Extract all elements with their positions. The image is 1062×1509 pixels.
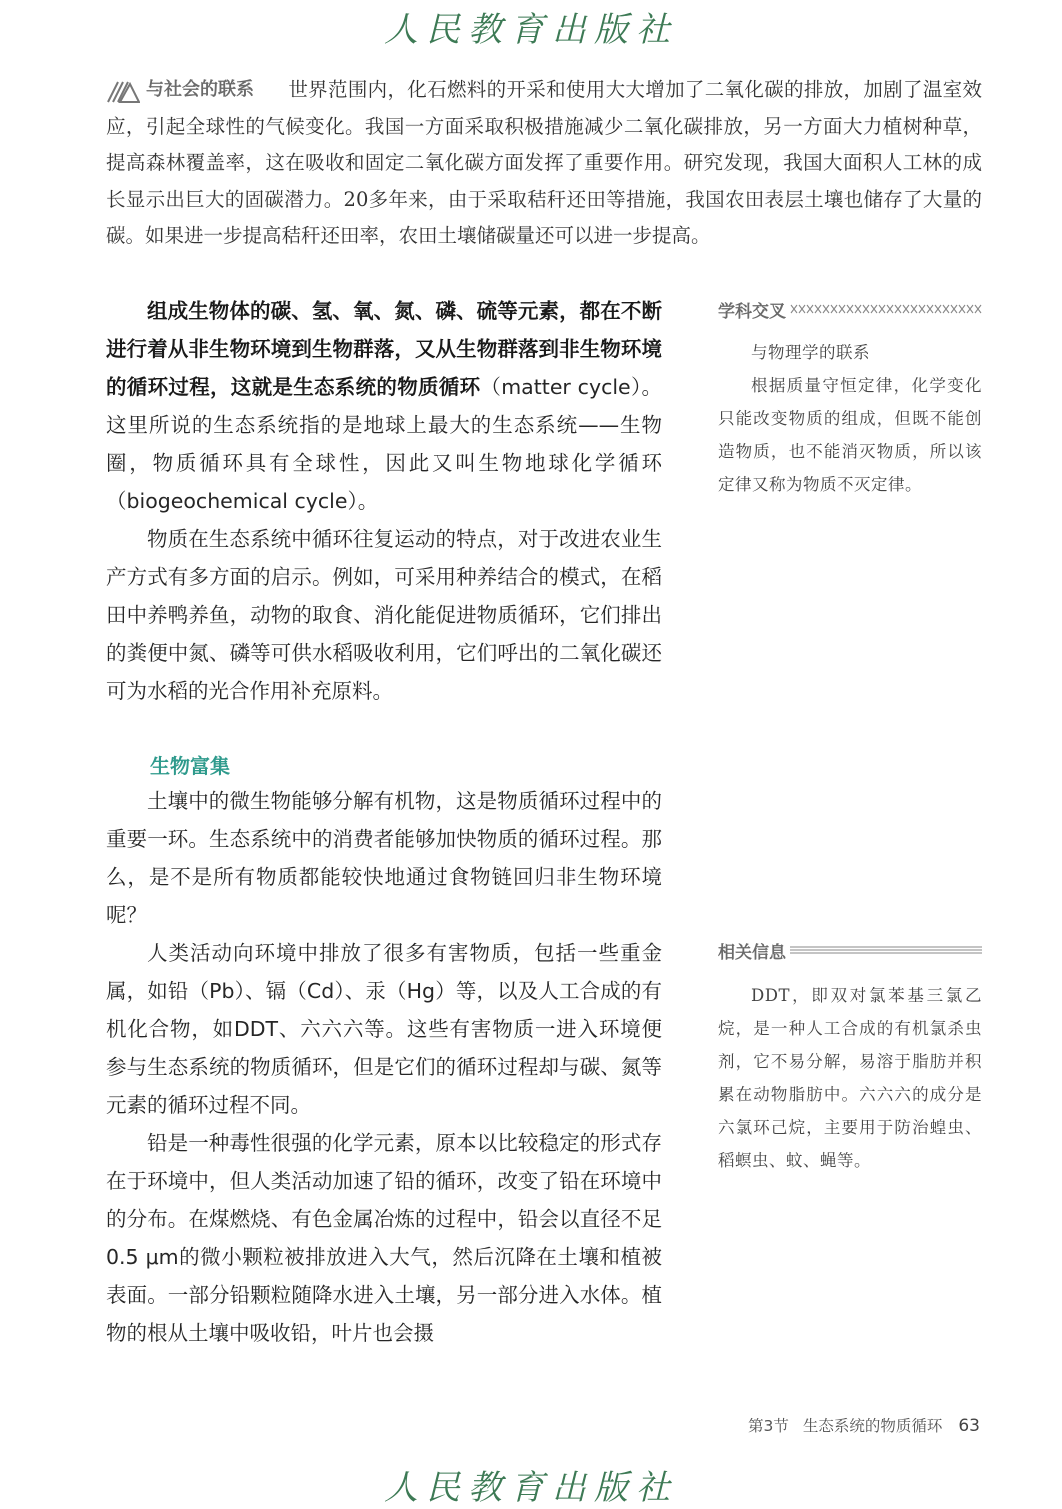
society-connection-box — [106, 72, 982, 255]
paragraph-matter-cycle — [106, 292, 662, 520]
sidebar-interdisciplinary — [718, 296, 982, 501]
page-number: 63 — [958, 1416, 980, 1436]
sidebar-related-info-header — [718, 937, 982, 963]
sidebar-related-info-text: DDT，即双对氯苯基三氯乙烷，是一种人工合成的有机氯杀虫剂，它不易分解，易溶于脂肪并积累在动物脂肪中。六六六的成分是六氯环己烷，主要用于防治蝗虫、稻螟虫、蚊、蝇等。 — [718, 986, 982, 1170]
page-footer — [734, 1414, 980, 1436]
sidebar-interdisciplinary-text: 根据质量守恒定律，化学变化只能改变物质的组成，但既不能创造物质，也不能消灭物质，所以该定律又称为物质不灭定律。 — [718, 376, 982, 494]
society-box-text: 世界范围内，化石燃料的开采和使用大大增加了二氧化碳的排放，加剧了温室效应，引起全球性的气候变化。我国一方面采取积极措施减少二氧化碳排放，另一方面大力植树种草，提高森林覆盖率，这在吸收和固定二氧化碳方面发挥了重要作用。研究发现，我国大面积人工林的成长显示出巨大的固碳潜力。20多年来，由于采取秸秆还田等措施，我国农田表层土壤也储存了大量的碳。如果进一步提高秸秆还田率，农田土壤储碳量还可以进一步提高。 — [106, 78, 982, 248]
double-line-divider — [790, 943, 982, 957]
sidebar-related-info — [718, 937, 982, 1177]
paragraph-harmful-substances: 人类活动向环境中排放了很多有害物质，包括一些重金属，如铅（Pb）、镉（Cd）、汞（Hg）等，以及人工合成的有机化合物，如DDT、六六六等。这些有害物质一进入环境便参与生态系统的物质循环，但是它们的循环过程却与碳、氮等元素的循环过程不同。 — [106, 941, 662, 1117]
sidebar-interdisciplinary-subtitle: 与物理学的联系 — [751, 343, 870, 362]
main-column-top — [106, 292, 662, 710]
publisher-watermark-bottom: 人民教育出版社 — [384, 1468, 678, 1508]
matter-cycle-definition: 组成生物体的碳、氢、氧、氮、磷、硫等元素，都在不断进行着从非生物环境到生物群落，又从生物群落到非生物环境的循环过程，这就是生态系统的物质循环 — [106, 299, 662, 399]
paragraph-soil-microbes: 土壤中的微生物能够分解有机物，这是物质循环过程中的重要一环。生态系统中的消费者能够加快物质的循环过程。那么，是不是所有物质都能较快地通过食物链回归非生物环境呢？ — [106, 789, 662, 927]
sidebar-related-info-body — [718, 979, 982, 1177]
sidebar-interdisciplinary-title: 学科交叉 — [718, 301, 786, 322]
paragraph-lead: 铅是一种毒性很强的化学元素，原本以比较稳定的形式存在于环境中，但人类活动加速了铅的循环，改变了铅在环境中的分布。在煤燃烧、有色金属冶炼的过程中，铅会以直径不足0.5 μm的微小颗粒被排放进入大气，然后沉降在土壤和植被表面。一部分铅颗粒随降水进入土壤，另一部分进入水体。植物的根从土壤中吸收铅，叶片也会摄 — [106, 1131, 662, 1345]
footer-section: 第3节 — [747, 1417, 789, 1435]
paragraph-agriculture: 物质在生态系统中循环往复运动的特点，对于改进农业生产方式有多方面的启示。例如，可采用种养结合的模式，在稻田中养鸭养鱼，动物的取食、消化能促进物质循环，它们排出的粪便中氮、磷等可供水稻吸收利用，它们呼出的二氧化碳还可为水稻的光合作用补充原料。 — [106, 527, 662, 703]
section-title-bioaccumulation: 生物富集 — [150, 754, 230, 778]
society-box-header — [106, 72, 254, 109]
society-box-title: 与社会的联系 — [146, 79, 254, 101]
cross-pattern-divider — [790, 302, 982, 316]
sidebar-interdisciplinary-header — [718, 296, 982, 322]
matter-cycle-rest: （matter cycle）。这里所说的生态系统指的是地球上最大的生态系统——生物圈，物质循环具有全球性，因此又叫生物地球化学循环（biogeochemical cycle）。 — [106, 375, 663, 513]
main-column-bottom — [106, 750, 662, 1352]
triangle-logo-icon — [106, 78, 140, 104]
publisher-watermark-top: 人民教育出版社 — [384, 10, 678, 50]
sidebar-related-info-title: 相关信息 — [718, 942, 786, 963]
sidebar-interdisciplinary-body — [718, 336, 982, 501]
footer-chapter: 生态系统的物质循环 — [802, 1417, 943, 1435]
